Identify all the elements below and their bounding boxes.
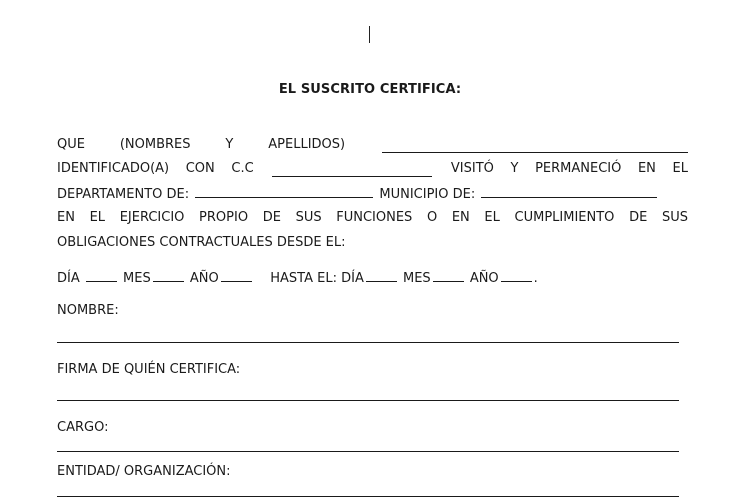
word: EJERCICIO bbox=[119, 210, 185, 225]
position-field-label: CARGO: bbox=[57, 420, 109, 435]
location-line bbox=[57, 185, 688, 203]
document-title: EL SUSCRITO CERTIFICA: bbox=[278, 82, 462, 97]
name-field-label: NOMBRE: bbox=[57, 303, 119, 318]
names-line bbox=[57, 137, 688, 153]
word: EN bbox=[57, 210, 75, 225]
municipality-label: MUNICIPIO DE: bbox=[379, 187, 476, 202]
word: DE bbox=[629, 210, 648, 225]
start-month-label: MES bbox=[123, 271, 151, 286]
word: SUS bbox=[661, 210, 688, 225]
word: SUS bbox=[295, 210, 322, 225]
start-day-blank[interactable] bbox=[86, 269, 117, 282]
text-cursor bbox=[369, 26, 370, 43]
word: EN bbox=[451, 210, 470, 225]
end-day-blank[interactable] bbox=[366, 269, 397, 282]
end-month-blank[interactable] bbox=[433, 269, 464, 282]
id-line bbox=[57, 161, 688, 177]
word: Y bbox=[510, 161, 519, 176]
functions-line bbox=[57, 210, 688, 226]
word: PROPIO bbox=[199, 210, 249, 225]
department-blank[interactable] bbox=[195, 185, 373, 198]
word: Y bbox=[225, 137, 234, 152]
word: O bbox=[426, 210, 438, 225]
word: (NOMBRES bbox=[119, 137, 191, 152]
period: . bbox=[533, 271, 538, 286]
start-year-label: AÑO bbox=[189, 271, 219, 286]
end-month-label: MES bbox=[402, 271, 431, 286]
word: EL bbox=[89, 210, 106, 225]
word: CUMPLIMIENTO bbox=[514, 210, 615, 225]
cc-blank[interactable] bbox=[272, 164, 432, 177]
word: PERMANECIÓ bbox=[535, 161, 622, 176]
end-year-blank[interactable] bbox=[501, 269, 532, 282]
signature-field-line[interactable] bbox=[57, 400, 679, 401]
department-label: DEPARTAMENTO DE: bbox=[57, 187, 190, 202]
word: IDENTIFICADO(A) bbox=[57, 161, 170, 176]
dates-line bbox=[57, 269, 688, 287]
word: DE bbox=[262, 210, 281, 225]
position-field-line[interactable] bbox=[57, 451, 679, 452]
names-blank[interactable] bbox=[382, 140, 688, 153]
start-year-blank[interactable] bbox=[221, 269, 252, 282]
word: APELLIDOS) bbox=[268, 137, 346, 152]
word: EL bbox=[672, 161, 688, 176]
word: EN bbox=[637, 161, 656, 176]
end-year-label: AÑO bbox=[469, 271, 499, 286]
municipality-blank[interactable] bbox=[481, 185, 657, 198]
word: C.C bbox=[231, 161, 254, 176]
start-day-label: DÍA bbox=[57, 271, 80, 286]
organization-field-label: ENTIDAD/ ORGANIZACIÓN: bbox=[57, 464, 231, 479]
word: EL bbox=[484, 210, 500, 225]
signature-field-label: FIRMA DE QUIÉN CERTIFICA: bbox=[57, 362, 241, 377]
word: QUE bbox=[57, 137, 85, 152]
word: VISITÓ bbox=[450, 161, 494, 176]
word: FUNCIONES bbox=[336, 210, 413, 225]
name-field-line[interactable] bbox=[57, 342, 679, 343]
end-day-label: HASTA EL: DÍA bbox=[270, 271, 364, 286]
start-month-blank[interactable] bbox=[153, 269, 184, 282]
organization-field-line[interactable] bbox=[57, 496, 679, 497]
obligations-line: OBLIGACIONES CONTRACTUALES DESDE EL: bbox=[57, 235, 346, 250]
word: CON bbox=[185, 161, 215, 176]
